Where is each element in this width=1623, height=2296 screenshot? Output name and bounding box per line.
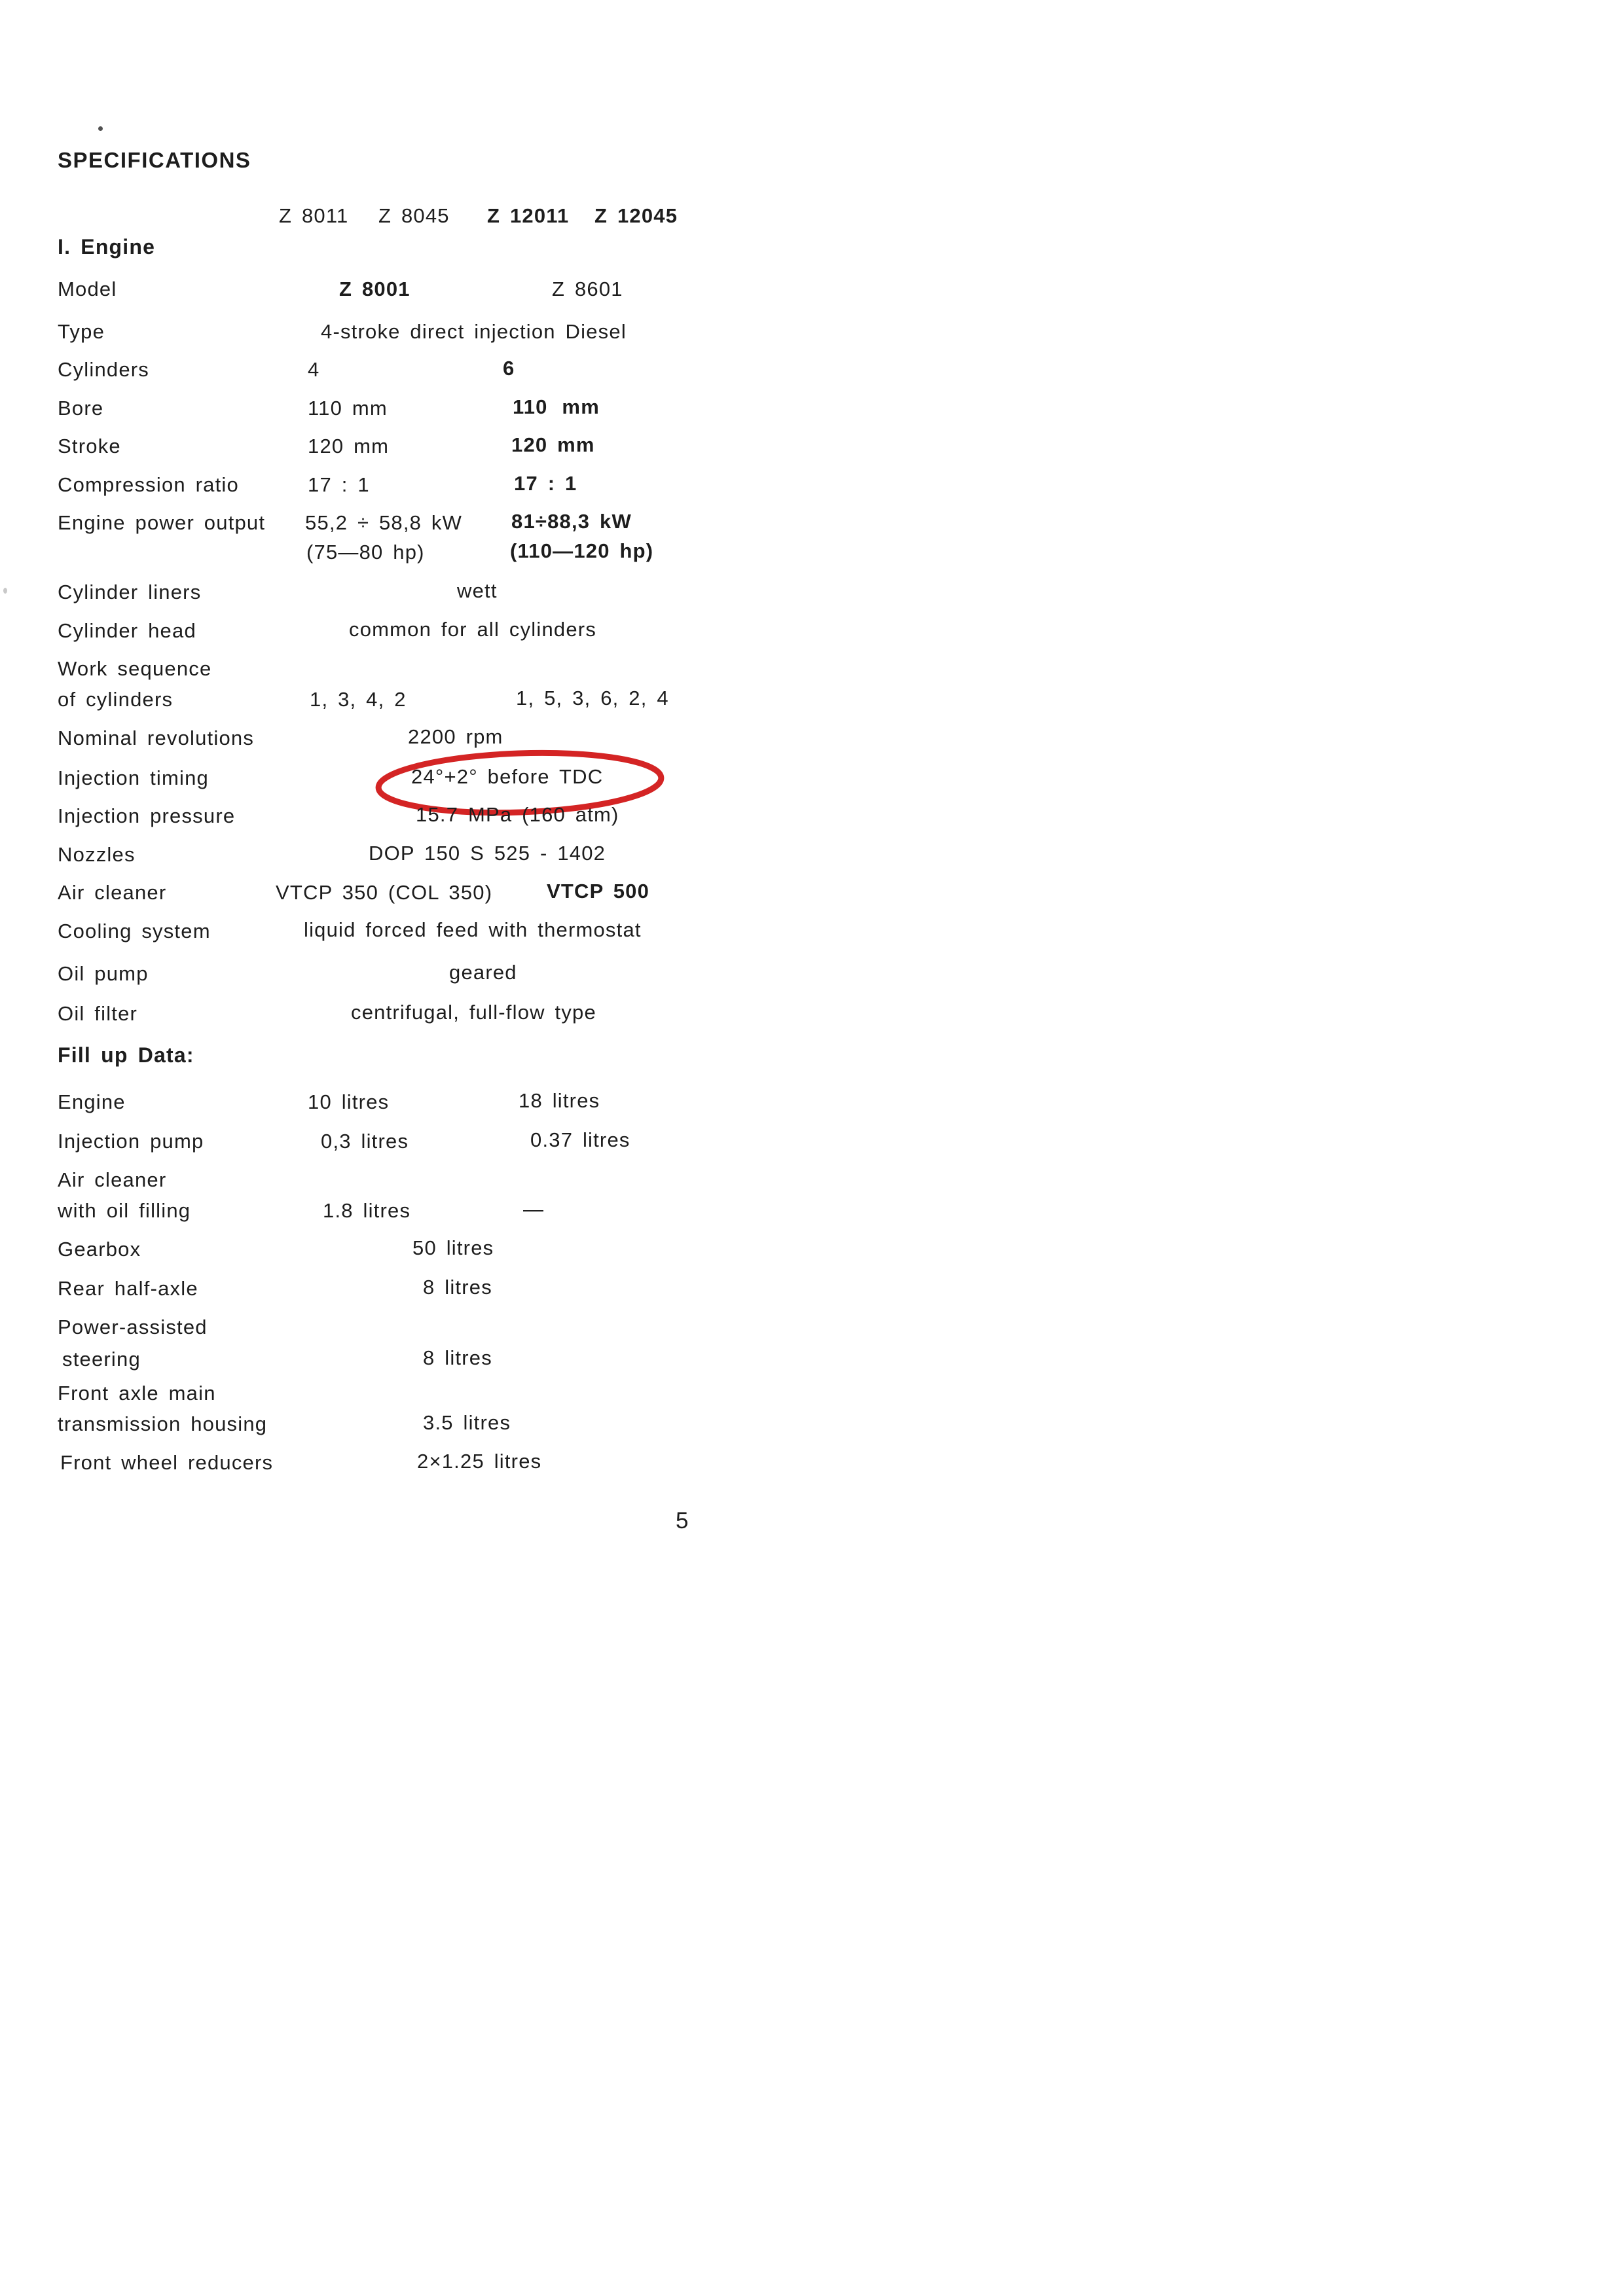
oil-filter-value: centrifugal, full-flow type — [351, 1001, 596, 1024]
injection-pressure-value: 15.7 MPa (160 atm) — [416, 803, 619, 826]
stroke-value-2: 120 mm — [511, 433, 595, 456]
power-steering-value: 8 litres — [423, 1346, 492, 1369]
front-wheel-reducers-value: 2×1.25 litres — [417, 1450, 542, 1473]
nozzles-label: Nozzles — [58, 843, 136, 866]
fill-air-cleaner-label-line1: Air cleaner — [58, 1168, 167, 1191]
power-steering-label-line2: steering — [62, 1348, 141, 1371]
oil-pump-label: Oil pump — [58, 962, 149, 985]
cylinders-value-2: 6 — [503, 357, 515, 380]
fill-air-cleaner-value-2: — — [523, 1198, 545, 1221]
fill-injection-pump-value-1: 0,3 litres — [321, 1130, 409, 1153]
power-output-label: Engine power output — [58, 511, 266, 534]
power-output-hp-value-1: (75—80 hp) — [306, 541, 425, 564]
work-sequence-label-line2: of cylinders — [58, 688, 173, 711]
fill-engine-label: Engine — [58, 1090, 126, 1113]
bore-value-2: 110 mm — [513, 395, 600, 418]
scan-artifact-margin-speck — [3, 588, 7, 594]
power-output-kw-value-2: 81÷88,3 kW — [511, 510, 632, 533]
fill-injection-pump-label: Injection pump — [58, 1130, 204, 1153]
nozzles-value: DOP 150 S 525 - 1402 — [369, 842, 606, 865]
power-output-hp-value-2: (110—120 hp) — [510, 539, 654, 562]
bore-label: Bore — [58, 397, 104, 420]
model-header-z12045: Z 12045 — [594, 204, 678, 227]
injection-pressure-label: Injection pressure — [58, 804, 236, 827]
work-sequence-value-1: 1, 3, 4, 2 — [310, 688, 407, 711]
nominal-revolutions-label: Nominal revolutions — [58, 726, 255, 749]
scan-artifact-dot — [98, 126, 103, 131]
cylinder-head-label: Cylinder head — [58, 619, 196, 642]
air-cleaner-value-2: VTCP 500 — [547, 880, 650, 903]
injection-timing-label: Injection timing — [58, 766, 209, 789]
front-axle-label-line2: transmission housing — [58, 1412, 268, 1435]
model-header-z12011: Z 12011 — [487, 204, 570, 227]
power-output-kw-value-1: 55,2 ÷ 58,8 kW — [305, 511, 463, 534]
model-header-z8011: Z 8011 — [279, 204, 349, 227]
air-cleaner-value-1: VTCP 350 (COL 350) — [276, 881, 493, 904]
front-axle-label-line1: Front axle main — [58, 1382, 216, 1405]
cylinder-liners-value: wett — [457, 579, 498, 602]
section-heading-engine: I. Engine — [58, 235, 156, 259]
bore-value-1: 110 mm — [308, 397, 388, 420]
fill-injection-pump-value-2: 0.37 litres — [530, 1128, 630, 1151]
work-sequence-value-2: 1, 5, 3, 6, 2, 4 — [516, 687, 669, 709]
compression-ratio-value-2: 17 : 1 — [514, 472, 577, 495]
fill-air-cleaner-label-line2: with oil filling — [58, 1199, 191, 1222]
rear-half-axle-label: Rear half-axle — [58, 1277, 198, 1300]
cooling-system-value: liquid forced feed with thermostat — [304, 918, 642, 941]
oil-filter-label: Oil filter — [58, 1002, 138, 1025]
cylinders-label: Cylinders — [58, 358, 150, 381]
power-steering-label-line1: Power-assisted — [58, 1316, 208, 1338]
stroke-value-1: 120 mm — [308, 435, 390, 457]
engine-type-label: Type — [58, 320, 105, 343]
fill-engine-value-2: 18 litres — [519, 1089, 600, 1112]
stroke-label: Stroke — [58, 435, 121, 457]
air-cleaner-label: Air cleaner — [58, 881, 167, 904]
page-number: 5 — [676, 1508, 689, 1534]
rear-half-axle-value: 8 litres — [423, 1276, 492, 1299]
nominal-revolutions-value: 2200 rpm — [408, 725, 503, 748]
cylinder-head-value: common for all cylinders — [349, 618, 597, 641]
compression-ratio-value-1: 17 : 1 — [308, 473, 370, 496]
cooling-system-label: Cooling system — [58, 920, 211, 942]
fill-air-cleaner-value-1: 1.8 litres — [323, 1199, 411, 1222]
oil-pump-value: geared — [449, 961, 517, 984]
model-header-z8045: Z 8045 — [378, 204, 450, 227]
work-sequence-label-line1: Work sequence — [58, 657, 212, 680]
section-heading-fill-up-data: Fill up Data: — [58, 1043, 194, 1067]
engine-model-value-1: Z 8001 — [339, 278, 410, 300]
gearbox-label: Gearbox — [58, 1238, 141, 1261]
front-axle-value: 3.5 litres — [423, 1411, 511, 1434]
cylinders-value-1: 4 — [308, 358, 320, 381]
cylinder-liners-label: Cylinder liners — [58, 581, 202, 603]
compression-ratio-label: Compression ratio — [58, 473, 239, 496]
page-title: SPECIFICATIONS — [58, 148, 251, 172]
engine-model-value-2: Z 8601 — [552, 278, 623, 300]
front-wheel-reducers-label: Front wheel reducers — [60, 1451, 274, 1474]
engine-model-label: Model — [58, 278, 117, 300]
engine-type-value: 4-stroke direct injection Diesel — [321, 320, 627, 343]
fill-engine-value-1: 10 litres — [308, 1090, 390, 1113]
injection-timing-value: 24°+2° before TDC — [411, 765, 604, 788]
gearbox-value: 50 litres — [412, 1236, 494, 1259]
